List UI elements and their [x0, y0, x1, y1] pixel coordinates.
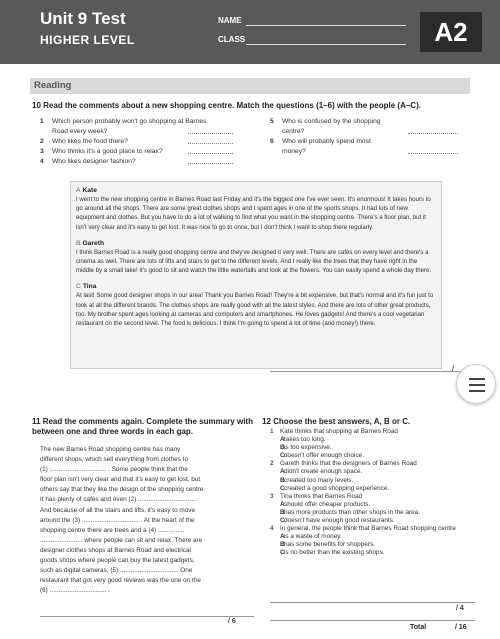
comments-box [70, 181, 442, 369]
mc-option[interactable]: C is no better than the existing shops. [280, 549, 385, 557]
question-item-cont: Road every week? [40, 127, 255, 137]
summary-line[interactable]: It has plenty of cafés and even (2) ................................ . [40, 496, 199, 504]
summary-line: others say that they like the design of the shopping centre. [40, 486, 206, 494]
summary-text [40, 445, 254, 596]
menu-icon [469, 378, 485, 380]
menu-button[interactable] [456, 364, 496, 404]
answer-line[interactable] [188, 127, 233, 134]
summary-line[interactable]: such as digital cameras, (5) ................................. One [40, 567, 193, 575]
comment-c: C Tina At last! Some good designer shops in our area! Thank you Barnes Road! They're a bit expensive, but that's normal and it's fun just to look at all the different brands. The clothes shops are really good with all the latest styles. And there are lots of other great products, too. My brother spent ages looking at cameras and computers and smartphones. He loves gadgets! And there's a cool vegetarian restaurant on the second level. The food is delicious. I think I'm going to spend a lot of time (and money!) there. [76, 282, 436, 328]
summary-line: designer clothes shops at Barnes Road and electrical [40, 546, 191, 554]
summary-line: floor plan isn't very clear and that it's easy to get lost, but [40, 476, 201, 484]
ex11-title [32, 417, 257, 437]
summary-line: The new Barnes Road shopping centre has many [40, 446, 181, 453]
question-item: 5 Who is confused by the shopping [270, 118, 381, 125]
class-line [246, 44, 406, 45]
ex12-score: / 4 [456, 605, 464, 612]
unit-title: Unit 9 Test [40, 9, 126, 28]
summary-line: restaurant that got very good reviews was the one on the [40, 577, 201, 585]
mc-option[interactable]: B has more products than other shops in the area. [280, 508, 421, 516]
ex10-title [32, 101, 421, 110]
ex11-score-line [40, 616, 254, 617]
question-item: 3 Who thinks it's a good place to relax? [40, 147, 255, 157]
mc-question: 4 In general, the people think that Barnes Road shopping centre [270, 525, 456, 533]
comment-author: Gareth [82, 239, 105, 247]
test-header [0, 0, 500, 64]
ex10-right-questions [270, 117, 475, 157]
comment-text: At last! Some good designer shops in our area! Thank you Barnes Road! They're a bit expensive, but that's normal and it's fun just to look at all the different brands. The clothes shops are really good with all the latest styles. And there are lots of other great products, too. My brother spent ages looking at cameras and computers and smartphones. He loves gadgets! And there's a cool vegetarian restaurant on the second level. The food is delicious. I think I'm going to spend a lot of time (and money!) there. [76, 292, 434, 328]
mc-question: 1 Kate thinks that shopping at Barnes Road [270, 428, 398, 435]
total-line [270, 620, 475, 632]
ex10-number: 10 [32, 101, 41, 110]
level-label: HIGHER LEVEL [40, 33, 135, 47]
mc-option[interactable]: B has some benefits for shoppers. [280, 541, 375, 549]
question-item: 1 Which person probably won't go shopping at Barnes [40, 118, 207, 125]
comment-text: I went to the new shopping centre in Barnes Road last Friday and it's the biggest one I've ever seen. It's enormous! It takes hours to go around all the shops. There are some great clothes shops and I spent ages in one of the sports shops. It had lots of new equipment and clothes. But you have to do a lot of walking to find what you want in the shopping centre. There's a floor plan, but it isn't very clear and it's easy to get lost. It was nice to go to once, but I don't think I want to shop there regularly. [76, 196, 431, 231]
question-item-cont: centre? [270, 127, 475, 137]
ex10-instruction: Read the comments about a new shopping centre. Match the questions (1–6) with the people (A–C). [43, 101, 421, 110]
mc-option[interactable]: B created too many levels. [280, 476, 354, 484]
summary-line[interactable]: shopping centre there are trees and a (4) ............... [40, 526, 185, 534]
mc-option[interactable]: C doesn't offer enough choice. [280, 452, 364, 460]
summary-line[interactable]: (6) ................................ . [40, 587, 110, 595]
mc-option[interactable]: C doesn't have enough good restaurants. [280, 517, 395, 525]
mc-option[interactable]: A takes too long. [280, 436, 326, 444]
summary-line: goods shops where people can buy the latest gadgets, [40, 557, 195, 565]
comment-b: B Gareth I think Barnes Road is a really good shopping centre and they've designed it very well. There are cafés on every level and there's a cinema as well. There are lots of lifts and stairs to get to the different levels. And I really like the trees that they have right in the middle by a small lake! It's good to sit and watch the little waterfalls and look at the flowers. You can easily spend a whole day there. [76, 239, 436, 276]
ex12-number: 12 [262, 417, 271, 426]
summary-line[interactable]: around the (3) ................................ . At the heart of the [40, 516, 195, 524]
total-score: / 16 [455, 624, 467, 631]
comment-a: A Kate I went to the new shopping centre in Barnes Road last Friday and it's the biggest one I've ever seen. It's enormous! It takes hours to go around all the shops. There are some great clothes shops and I spent ages in one of the sports shops. It had lots of new equipment and clothes. But you have to do a lot of walking to find what you want in the shopping centre. There's a floor plan, but it isn't very clear and it's easy to get lost. It was nice to go to once, but I don't think I want to shop there regularly. [76, 186, 436, 232]
summary-line: different shops, which sell everything from clothes to [40, 456, 189, 464]
ex10-score-line [270, 371, 475, 372]
mc-option[interactable]: B is too expensive. [280, 444, 332, 452]
summary-line[interactable]: (1) ................................ . Some people think that the [40, 466, 188, 474]
question-item-cont: money? [270, 147, 475, 157]
question-item: 4 Who likes designer fashion? [40, 157, 255, 167]
mc-option[interactable]: A is a waste of money. [280, 533, 342, 541]
answer-line[interactable] [188, 157, 233, 164]
mc-question: 3 Tina thinks that Barnes Road [270, 492, 363, 500]
answer-line[interactable] [188, 147, 233, 154]
answer-line[interactable] [408, 147, 458, 154]
total-label: Total [410, 624, 427, 631]
question-item: 6 Who will probably spend most [270, 138, 371, 145]
summary-line: And because of all the stairs and lifts, it's easy to move [40, 506, 196, 514]
name-label: NAME [218, 16, 242, 25]
ex10-left-questions [40, 117, 255, 167]
comment-author: Kate [82, 187, 97, 194]
mc-question: 2 Gareth thinks that the designers of Barnes Road [270, 460, 417, 468]
question-item: 2 Who likes the food there? [40, 137, 255, 147]
section-title: Reading [30, 78, 470, 94]
class-label: CLASS [218, 35, 246, 44]
ex12-score-line [270, 602, 475, 603]
ex10-score: / [452, 366, 454, 373]
name-line [246, 25, 406, 26]
mc-option[interactable]: A didn't create enough space. [280, 468, 363, 476]
ex11-number: 11 [32, 417, 41, 426]
mc-option[interactable]: C created a good shopping experience. [280, 484, 390, 492]
summary-line[interactable]: ........................ where people can sit and relax. There are [40, 536, 203, 544]
comment-author: Tina [82, 283, 97, 291]
ex11-instruction: Read the comments again. Complete the summary with between one and three words in each gap. [32, 417, 253, 436]
comment-text: I think Barnes Road is a really good shopping centre and they've designed it very well. There are cafés on every level and there's a cinema as well. There are lots of lifts and stairs to get to the different levels. And I really like the trees that they have right in the middle by a small lake! It's good to sit and watch the little waterfalls and look at the flowers. You can easily spend a whole day there. [76, 248, 432, 275]
ex12-questions [270, 428, 475, 558]
mc-option[interactable]: A should offer cheaper products. [280, 500, 371, 508]
ex12-title [262, 417, 410, 426]
answer-line[interactable] [408, 127, 458, 134]
ex11-score: / 6 [228, 618, 236, 625]
answer-line[interactable] [188, 137, 233, 144]
level-badge: A2 [420, 12, 482, 52]
ex12-instruction: Choose the best answers, A, B or C. [273, 417, 411, 426]
